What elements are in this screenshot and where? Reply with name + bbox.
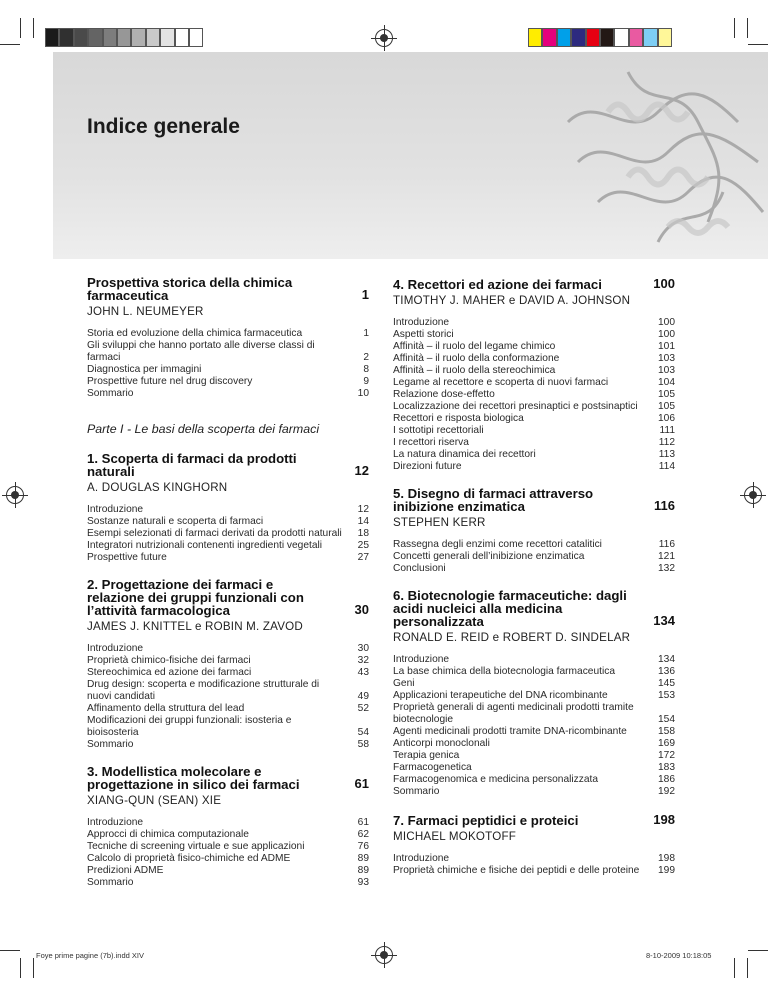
toc-entry	[87, 817, 369, 829]
toc-entry-page: 198	[658, 853, 675, 864]
toc-entry-label: Applicazioni terapeutiche del DNA ricombinante	[393, 690, 608, 701]
toc-entry	[393, 437, 675, 449]
toc-entry-label: Anticorpi monoclonali	[393, 738, 490, 749]
grayscale-color-bar	[45, 28, 203, 47]
chapter-block	[87, 452, 369, 564]
chapter-heading	[87, 452, 369, 478]
chapter-heading	[393, 276, 675, 291]
toc-entry-page: 101	[658, 341, 675, 352]
chapter-author: RONALD E. REID e ROBERT D. SINDELAR	[393, 631, 631, 644]
toc-entry-label: Storia ed evoluzione della chimica farmaceutica	[87, 328, 303, 339]
toc-entry	[393, 341, 675, 353]
toc-entry	[87, 540, 369, 552]
toc-entry	[87, 703, 369, 715]
toc-entry-label: Stereochimica ed azione dei farmaci	[87, 667, 252, 678]
color-swatch	[571, 28, 585, 47]
grayscale-swatch	[146, 28, 160, 47]
toc-entry-label: Proprietà generali di agenti medicinali prodotti tramite biotecnologie	[393, 702, 634, 725]
toc-entry	[393, 377, 675, 389]
chapter-title: 5. Disegno di farmaci attraverso inibizione enzimatica	[393, 486, 594, 514]
toc-entry	[393, 690, 675, 702]
chapter-title: 3. Modellistica molecolare e progettazione in silico dei farmaci	[87, 764, 300, 792]
toc-entry	[393, 666, 675, 678]
toc-entry-page: 153	[658, 690, 675, 701]
color-swatch	[542, 28, 556, 47]
toc-entry	[393, 353, 675, 365]
footer-timestamp: 8-10-2009 10:18:05	[646, 951, 712, 960]
toc-entry-label: La base chimica della biotecnologia farmaceutica	[393, 666, 615, 677]
toc-entry-page: 183	[658, 762, 675, 773]
toc-entry-label: Sommario	[87, 388, 134, 399]
toc-entry-page: 76	[357, 841, 369, 852]
toc-entry	[393, 563, 675, 575]
toc-entry-page: 58	[357, 739, 369, 750]
toc-entry-label: Introduzione	[393, 654, 450, 665]
chapter-block	[87, 578, 369, 751]
color-bar	[528, 28, 672, 47]
toc-entry-label: Farmacogenomica e medicina personalizzata	[393, 774, 598, 785]
toc-entry-page: 43	[357, 667, 369, 678]
toc-entry	[393, 539, 675, 551]
toc-entry-label: La natura dinamica dei recettori	[393, 449, 536, 460]
toc-entry-page: 136	[658, 666, 675, 677]
toc-entry-label: Integratori nutrizionali contenenti ingredienti vegetali	[87, 540, 323, 551]
toc-entry-label: Introduzione	[87, 643, 144, 654]
toc-entry-label: Approcci di chimica computazionale	[87, 829, 249, 840]
chapter-page-number: 61	[354, 776, 369, 791]
toc-entry-page: 132	[658, 563, 675, 574]
chapter-page-number: 30	[354, 602, 369, 617]
toc-entry-label: Tecniche di screening virtuale e sue applicazioni	[87, 841, 305, 852]
chapter-author: A. DOUGLAS KINGHORN	[87, 481, 228, 494]
toc-entry-page: 52	[357, 703, 369, 714]
toc-entry-page: 158	[658, 726, 675, 737]
toc-entry	[87, 516, 369, 528]
toc-entry-label: Calcolo di proprietà fisico-chimiche ed ADME	[87, 853, 291, 864]
toc-entry-page: 49	[357, 691, 369, 702]
toc-entry-page: 145	[658, 678, 675, 689]
toc-entry-label: Proprietà chimico-fisiche dei farmaci	[87, 655, 251, 666]
toc-entry-page: 186	[658, 774, 675, 785]
toc-entry-label: Affinità – il ruolo della conformazione	[393, 353, 560, 364]
toc-entry	[393, 449, 675, 461]
color-swatch	[614, 28, 628, 47]
toc-entry-page: 154	[658, 714, 675, 725]
protein-ribbon-illustration	[508, 52, 768, 259]
toc-entry-label: Diagnostica per immagini	[87, 364, 202, 375]
toc-entry	[87, 376, 369, 388]
toc-entry-page: 192	[658, 786, 675, 797]
toc-entry-label: Concetti generali dell’inibizione enzimatica	[393, 551, 585, 562]
toc-entry-label: Modificazioni dei gruppi funzionali: isosteria e bioisosteria	[87, 715, 292, 738]
toc-entry	[87, 528, 369, 540]
toc-entry-label: Affinità – il ruolo della stereochimica	[393, 365, 556, 376]
toc-entry-page: 2	[363, 352, 369, 363]
toc-entry-label: I sottotipi recettoriali	[393, 425, 484, 436]
toc-entry	[393, 726, 675, 738]
toc-entry-label: Sommario	[87, 739, 134, 750]
chapter-title: 6. Biotecnologie farmaceutiche: dagli acidi nucleici alla medicina personalizzata	[393, 588, 627, 629]
footer-file-info: Foye prime pagine (7b).indd XIV	[36, 951, 144, 960]
toc-entry	[393, 762, 675, 774]
toc-entry-label: Drug design: scoperta e modificazione strutturale di nuovi candidati	[87, 679, 320, 702]
chapter-page-number: 1	[361, 287, 369, 302]
toc-entry-page: 112	[658, 437, 675, 448]
toc-entry-label: Conclusioni	[393, 563, 446, 574]
toc-entry	[393, 425, 675, 437]
toc-entry	[87, 739, 369, 751]
toc-entry-page: 103	[658, 365, 675, 376]
toc-entry-label: Prospettive future	[87, 552, 167, 563]
toc-entry-page: 32	[357, 655, 369, 666]
toc-entry-label: Introduzione	[87, 504, 144, 515]
toc-entry-page: 100	[658, 317, 675, 328]
toc-entry-page: 89	[357, 853, 369, 864]
chapter-heading	[393, 812, 675, 827]
toc-entry-label: Sommario	[393, 786, 440, 797]
chapter-heading	[87, 578, 369, 617]
toc-entry-label: Introduzione	[393, 317, 450, 328]
chapter-title: Prospettiva storica della chimica farmaceutica	[87, 275, 293, 303]
grayscale-swatch	[131, 28, 145, 47]
toc-entry-label: Proprietà chimiche e fisiche dei peptidi e delle proteine	[393, 865, 640, 876]
chapter-page-number: 198	[653, 812, 675, 827]
toc-entry	[87, 340, 369, 364]
grayscale-swatch	[103, 28, 117, 47]
toc-column-left	[87, 276, 369, 889]
chapter-title: 2. Progettazione dei farmaci e relazione dei gruppi funzionali con l’attività farmacologica	[87, 577, 304, 618]
chapter-title: 4. Recettori ed azione dei farmaci	[393, 277, 602, 292]
toc-entry	[87, 877, 369, 889]
toc-entry	[393, 786, 675, 798]
toc-entry-label: Affinità – il ruolo del legame chimico	[393, 341, 556, 352]
toc-entry-label: Agenti medicinali prodotti tramite DNA-ricombinante	[393, 726, 627, 737]
toc-entry	[87, 853, 369, 865]
toc-entry	[87, 679, 369, 703]
toc-entry-label: Relazione dose-effetto	[393, 389, 495, 400]
registration-mark-bottom	[375, 946, 393, 964]
grayscale-swatch	[45, 28, 59, 47]
toc-entry-page: 199	[658, 865, 675, 876]
toc-entry-label: Aspetti storici	[393, 329, 454, 340]
part-title: Parte I - Le basi della scoperta dei farmaci	[87, 422, 320, 436]
toc-column-right	[393, 276, 675, 877]
chapter-author: MICHAEL MOKOTOFF	[393, 830, 517, 843]
toc-entry-page: 89	[357, 865, 369, 876]
toc-entry	[393, 461, 675, 473]
chapter-page-number: 12	[354, 463, 369, 478]
toc-entry	[87, 655, 369, 667]
chapter-block	[393, 487, 675, 575]
toc-entry	[393, 365, 675, 377]
color-swatch	[557, 28, 571, 47]
color-swatch	[600, 28, 614, 47]
header-band	[53, 52, 768, 259]
toc-entry	[393, 738, 675, 750]
toc-entry	[87, 841, 369, 853]
registration-mark-top	[375, 29, 393, 47]
toc-entry-page: 61	[357, 817, 369, 828]
registration-mark-left	[6, 486, 24, 504]
chapter-title: 7. Farmaci peptidici e proteici	[393, 813, 579, 828]
toc-entry	[393, 865, 675, 877]
toc-entry	[393, 853, 675, 865]
toc-entry-page: 105	[658, 401, 675, 412]
chapter-page-number: 134	[653, 613, 675, 628]
chapter-author: JOHN L. NEUMEYER	[87, 305, 204, 318]
registration-mark-right	[744, 486, 762, 504]
grayscale-swatch	[59, 28, 73, 47]
chapter-author: TIMOTHY J. MAHER e DAVID A. JOHNSON	[393, 294, 631, 307]
toc-entry-page: 121	[658, 551, 675, 562]
chapter-heading	[393, 487, 675, 513]
toc-entry-page: 104	[658, 377, 675, 388]
chapter-author: JAMES J. KNITTEL e ROBIN M. ZAVOD	[87, 620, 303, 633]
toc-entry-label: Affinamento della struttura del lead	[87, 703, 245, 714]
toc-entry-label: I recettori riserva	[393, 437, 469, 448]
toc-entry-label: Terapia genica	[393, 750, 460, 761]
chapter-block	[393, 276, 675, 473]
toc-entry-page: 106	[658, 413, 675, 424]
toc-entry-label: Introduzione	[393, 853, 450, 864]
toc-entry	[87, 552, 369, 564]
chapter-author: STEPHEN KERR	[393, 516, 486, 529]
toc-entry-page: 12	[357, 504, 369, 515]
toc-entry	[87, 388, 369, 400]
toc-entry	[393, 401, 675, 413]
toc-entry-page: 62	[357, 829, 369, 840]
grayscale-swatch	[117, 28, 131, 47]
toc-entry	[393, 654, 675, 666]
toc-entry-page: 54	[357, 727, 369, 738]
toc-entry-page: 134	[658, 654, 675, 665]
toc-entry-page: 172	[658, 750, 675, 761]
chapter-block	[393, 589, 675, 798]
chapter-page-number: 100	[653, 276, 675, 291]
color-swatch	[528, 28, 542, 47]
grayscale-swatch	[88, 28, 102, 47]
toc-entry-label: Esempi selezionati di farmaci derivati da prodotti naturali	[87, 528, 342, 539]
toc-entry-page: 18	[357, 528, 369, 539]
toc-entry-label: Farmacogenetica	[393, 762, 472, 773]
toc-entry-page: 25	[357, 540, 369, 551]
toc-entry-label: Direzioni future	[393, 461, 462, 472]
toc-entry-page: 114	[658, 461, 675, 472]
toc-entry-page: 100	[658, 329, 675, 340]
chapter-heading	[393, 589, 675, 628]
chapter-block	[393, 812, 675, 877]
grayscale-swatch	[175, 28, 189, 47]
toc-entry	[87, 328, 369, 340]
toc-entry-label: Prospettive future nel drug discovery	[87, 376, 253, 387]
color-swatch	[643, 28, 657, 47]
toc-entry	[87, 643, 369, 655]
toc-entry	[393, 329, 675, 341]
grayscale-swatch	[189, 28, 203, 47]
toc-entry-page: 30	[357, 643, 369, 654]
chapter-heading	[87, 765, 369, 791]
toc-entry-page: 93	[357, 877, 369, 888]
toc-entry	[393, 413, 675, 425]
toc-entry-page: 111	[659, 425, 675, 436]
toc-entry-label: Geni	[393, 678, 415, 689]
toc-entry-page: 8	[363, 364, 369, 375]
toc-entry	[87, 667, 369, 679]
toc-entry-page: 14	[357, 516, 369, 527]
chapter-page-number: 116	[654, 498, 675, 513]
chapter-heading	[87, 276, 369, 302]
toc-entry-label: Gli sviluppi che hanno portato alle diverse classi di farmaci	[87, 340, 315, 363]
toc-entry-label: Rassegna degli enzimi come recettori catalitici	[393, 539, 602, 550]
toc-entry	[87, 715, 369, 739]
toc-entry-page: 103	[658, 353, 675, 364]
toc-entry-label: Sommario	[87, 877, 134, 888]
chapter-author: XIANG-QUN (SEAN) XIE	[87, 794, 222, 807]
toc-entry-page: 105	[658, 389, 675, 400]
toc-entry-page: 116	[658, 539, 675, 550]
toc-entry	[393, 389, 675, 401]
toc-entry	[393, 774, 675, 786]
toc-entry	[393, 678, 675, 690]
toc-entry	[87, 829, 369, 841]
toc-entry-label: Localizzazione dei recettori presinaptici e postsinaptici	[393, 401, 638, 412]
toc-entry-label: Sostanze naturali e scoperta di farmaci	[87, 516, 264, 527]
toc-entry	[393, 317, 675, 329]
chapter-title: 1. Scoperta di farmaci da prodotti naturali	[87, 451, 297, 479]
grayscale-swatch	[160, 28, 174, 47]
toc-entry-page: 113	[658, 449, 675, 460]
toc-entry-page: 169	[658, 738, 675, 749]
toc-entry	[393, 551, 675, 563]
toc-entry-page: 1	[363, 328, 369, 339]
toc-entry-page: 27	[357, 552, 369, 563]
page-title: Indice generale	[87, 115, 240, 138]
toc-entry-label: Introduzione	[87, 817, 144, 828]
toc-entry	[87, 504, 369, 516]
toc-entry	[393, 750, 675, 762]
chapter-block	[87, 765, 369, 889]
color-swatch	[629, 28, 643, 47]
toc-entry-label: Legame al recettore e scoperta di nuovi farmaci	[393, 377, 609, 388]
toc-entry-page: 10	[357, 388, 369, 399]
toc-entry	[87, 865, 369, 877]
toc-entry-label: Predizioni ADME	[87, 865, 164, 876]
color-swatch	[586, 28, 600, 47]
toc-entry	[393, 702, 675, 726]
grayscale-swatch	[74, 28, 88, 47]
toc-entry-page: 9	[363, 376, 369, 387]
toc-entry	[87, 364, 369, 376]
color-swatch	[658, 28, 672, 47]
toc-entry-label: Recettori e risposta biologica	[393, 413, 524, 424]
